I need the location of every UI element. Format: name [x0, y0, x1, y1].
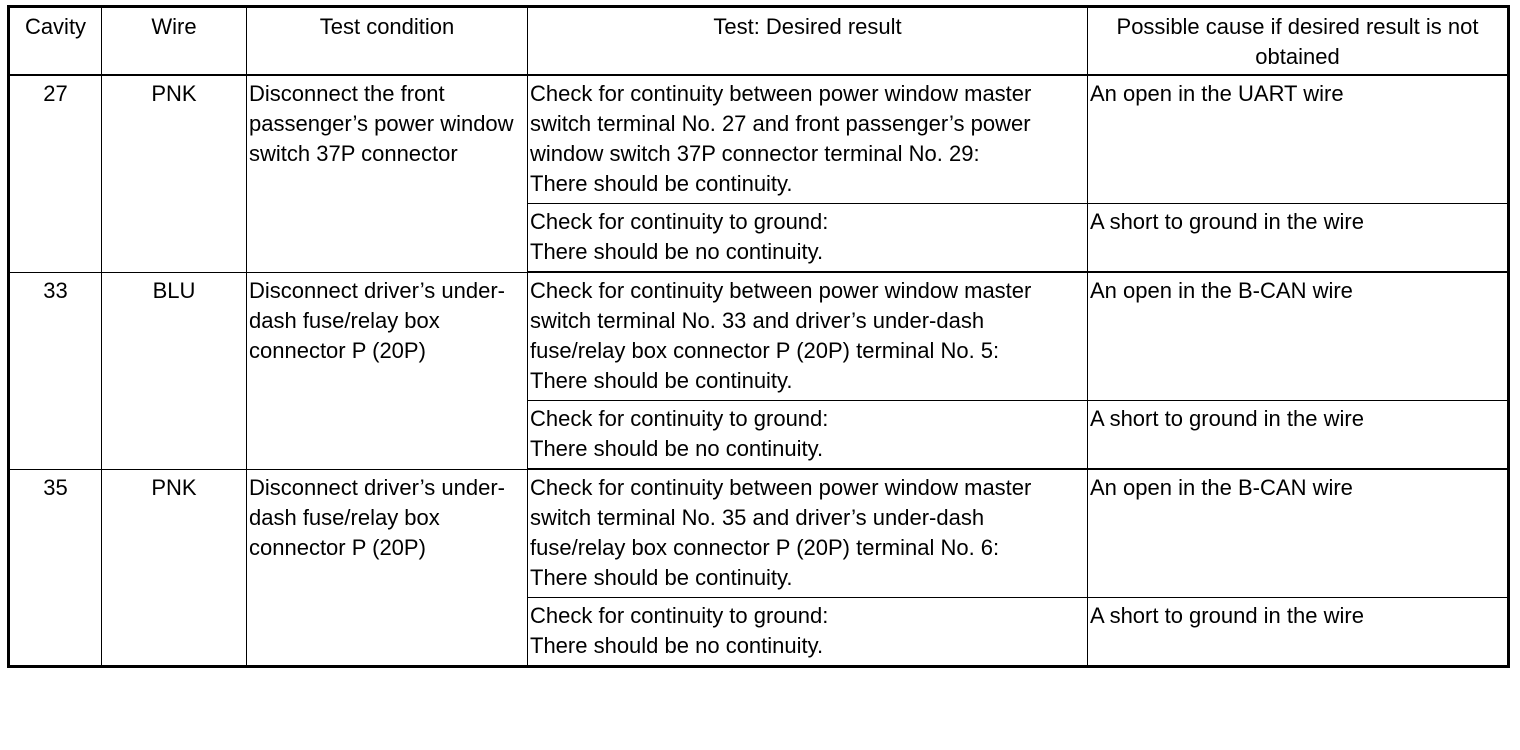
desired-result-cell: Check for continuity to ground: There should be no continuity.	[528, 204, 1088, 273]
cavity-cell: 27	[9, 75, 102, 272]
cavity-cell: 35	[9, 469, 102, 667]
possible-cause-cell: A short to ground in the wire	[1088, 204, 1509, 273]
header-possible-cause: Possible cause if desired result is not obtained	[1088, 7, 1509, 76]
possible-cause-cell: An open in the B-CAN wire	[1088, 272, 1509, 401]
desired-result-cell: Check for continuity between power window master switch terminal No. 27 and front passenger’s power window switch 37P connector terminal No. 29: There should be continuity.	[528, 75, 1088, 204]
test-condition-cell: Disconnect driver’s under-dash fuse/relay box connector P (20P)	[247, 272, 528, 469]
desired-result-cell: Check for continuity to ground: There should be no continuity.	[528, 401, 1088, 470]
continuity-test-table	[7, 5, 1510, 668]
wire-cell: PNK	[102, 469, 247, 667]
test-condition-cell: Disconnect driver’s under-dash fuse/relay box connector P (20P)	[247, 469, 528, 667]
table-row	[9, 469, 1509, 598]
possible-cause-cell: A short to ground in the wire	[1088, 401, 1509, 470]
desired-result-cell: Check for continuity between power window master switch terminal No. 33 and driver’s under-dash fuse/relay box connector P (20P) terminal No. 5: There should be continuity.	[528, 272, 1088, 401]
table-row	[9, 75, 1509, 204]
desired-result-cell: Check for continuity to ground: There should be no continuity.	[528, 598, 1088, 667]
header-cavity: Cavity	[9, 7, 102, 76]
wire-cell: BLU	[102, 272, 247, 469]
header-desired-result: Test: Desired result	[528, 7, 1088, 76]
possible-cause-cell: A short to ground in the wire	[1088, 598, 1509, 667]
header-wire: Wire	[102, 7, 247, 76]
possible-cause-cell: An open in the B-CAN wire	[1088, 469, 1509, 598]
header-row	[9, 7, 1509, 76]
wire-cell: PNK	[102, 75, 247, 272]
cavity-cell: 33	[9, 272, 102, 469]
test-condition-cell: Disconnect the front passenger’s power window switch 37P connector	[247, 75, 528, 272]
header-test-condition: Test condition	[247, 7, 528, 76]
possible-cause-cell: An open in the UART wire	[1088, 75, 1509, 204]
desired-result-cell: Check for continuity between power window master switch terminal No. 35 and driver’s under-dash fuse/relay box connector P (20P) terminal No. 6: There should be continuity.	[528, 469, 1088, 598]
table-row	[9, 272, 1509, 401]
